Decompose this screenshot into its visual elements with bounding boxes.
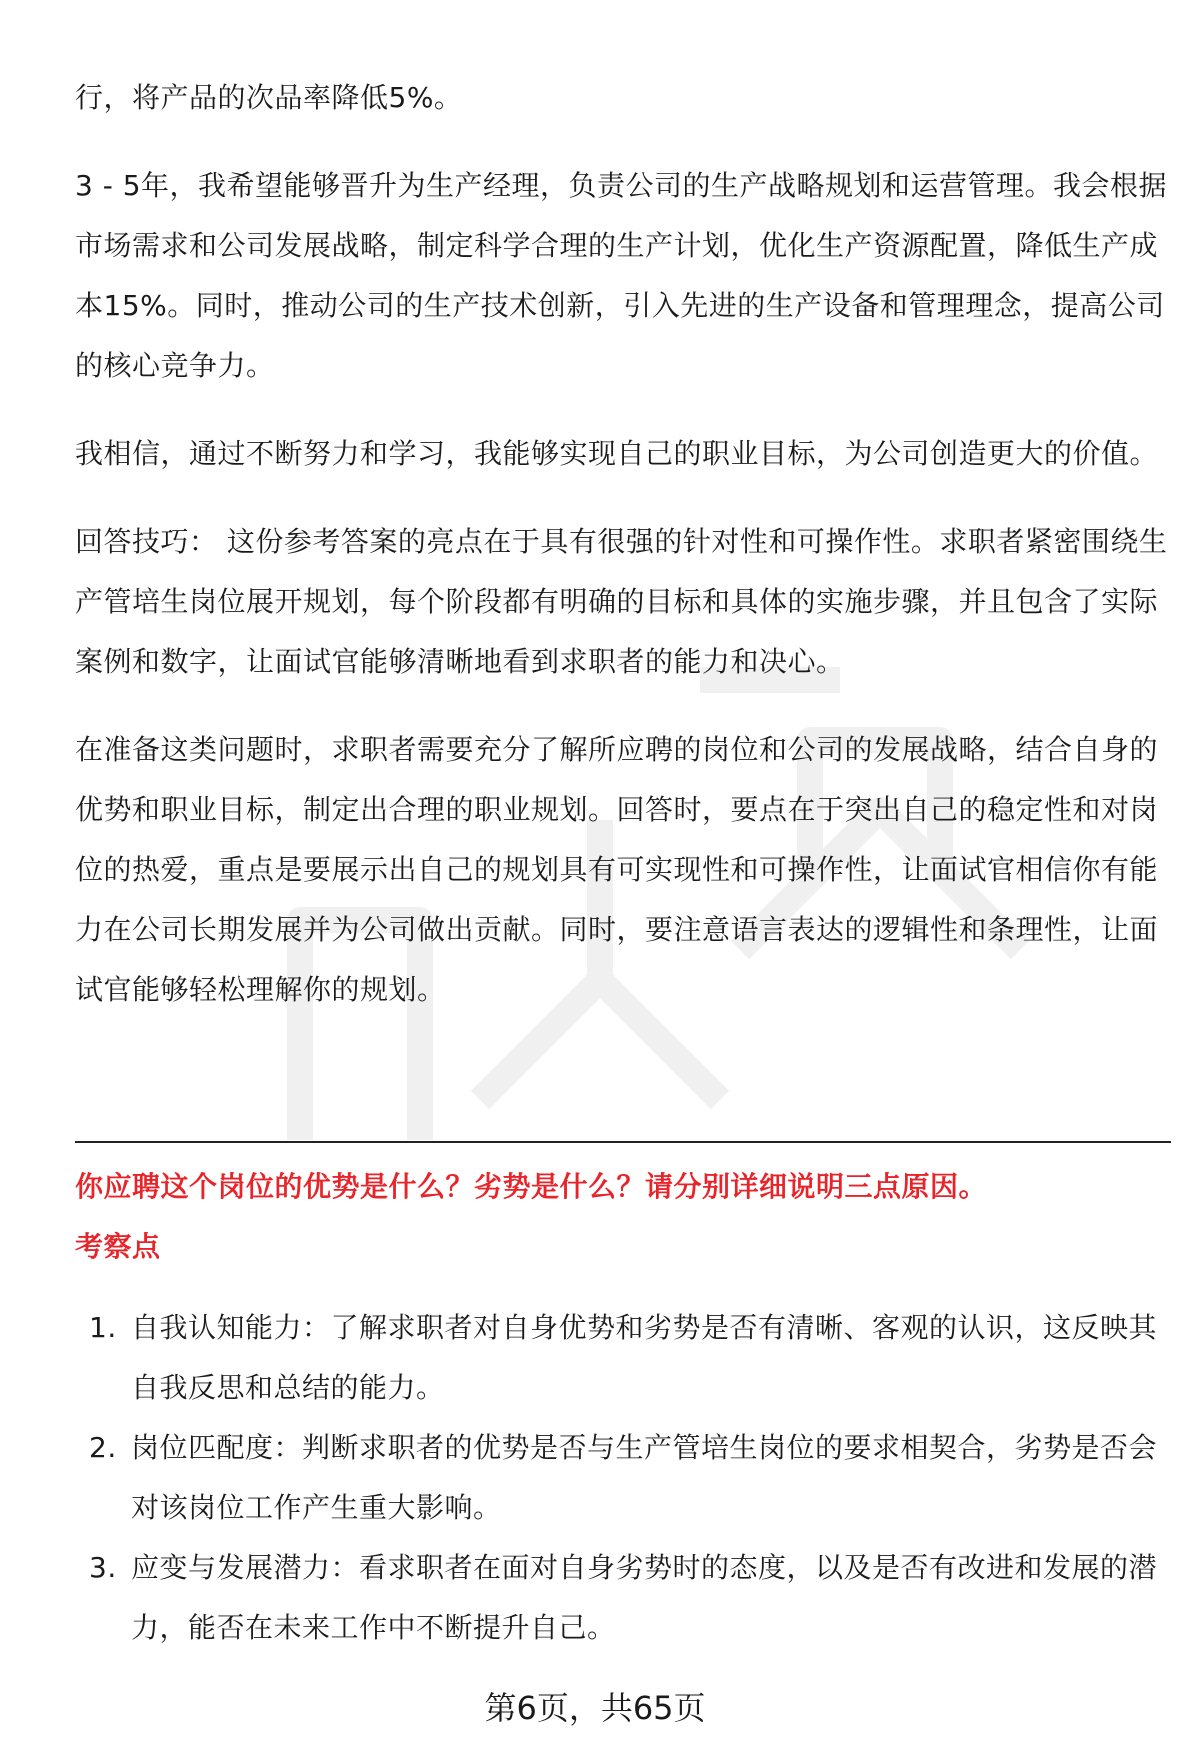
paragraph-answer-tips: 回答技巧： 这份参考答案的亮点在于具有很强的针对性和可操作性。求职者紧密围绕生产管培生岗位展开规划，每个阶段都有明确的目标和具体的实施步骤，并且包含了实际案例和数字，让面试官能够清晰地看到求职者的能力和决心。	[75, 525, 1168, 678]
list-number: 2.	[89, 1431, 117, 1464]
list-number: 3.	[89, 1551, 117, 1584]
paragraph-belief: 我相信，通过不断努力和学习，我能够实现自己的职业目标，为公司创造更大的价值。	[75, 437, 1159, 470]
list-text: 应变与发展潜力：看求职者在面对自身劣势时的态度，以及是否有改进和发展的潜力，能否在未来工作中不断提升自己。	[131, 1551, 1158, 1644]
question-heading: 你应聘这个岗位的优势是什么？劣势是什么？请分别详细说明三点原因。	[75, 1170, 988, 1203]
paragraph-preparation: 在准备这类问题时，求职者需要充分了解所应聘的岗位和公司的发展战略，结合自身的优势和职业目标，制定出合理的职业规划。回答时，要点在于突出自己的稳定性和对岗位的热爱，重点是要展示出自己的规划具有可实现性和可操作性，让面试官相信你有能力在公司长期发展并为公司做出贡献。同时，要注意语言表达的逻辑性和条理性，让面试官能够轻松理解你的规划。	[75, 733, 1159, 1006]
points-list	[75, 1298, 1171, 1658]
section-divider	[75, 1141, 1171, 1143]
points-heading: 考察点	[75, 1230, 161, 1263]
body-text	[75, 68, 1171, 1020]
list-item	[75, 1538, 1171, 1658]
list-item	[75, 1298, 1171, 1418]
list-text: 岗位匹配度：判断求职者的优势是否与生产管培生岗位的要求相契合，劣势是否会对该岗位工作产生重大影响。	[131, 1431, 1158, 1524]
list-item	[75, 1418, 1171, 1538]
list-number: 1.	[89, 1311, 117, 1344]
list-text: 自我认知能力：了解求职者对自身优势和劣势是否有清晰、客观的认识，这反映其自我反思和总结的能力。	[131, 1311, 1158, 1404]
page-number-footer: 第6页，共65页	[484, 1689, 706, 1727]
paragraph-continued: 行，将产品的次品率降低5%。	[75, 81, 463, 114]
paragraph-3-5-years: 3 - 5年，我希望能够晋升为生产经理，负责公司的生产战略规划和运营管理。我会根据市场需求和公司发展战略，制定科学合理的生产计划，优化生产资源配置，降低生产成本15%。同时，推动公司的生产技术创新，引入先进的生产设备和管理理念，提高公司的核心竞争力。	[75, 169, 1168, 382]
